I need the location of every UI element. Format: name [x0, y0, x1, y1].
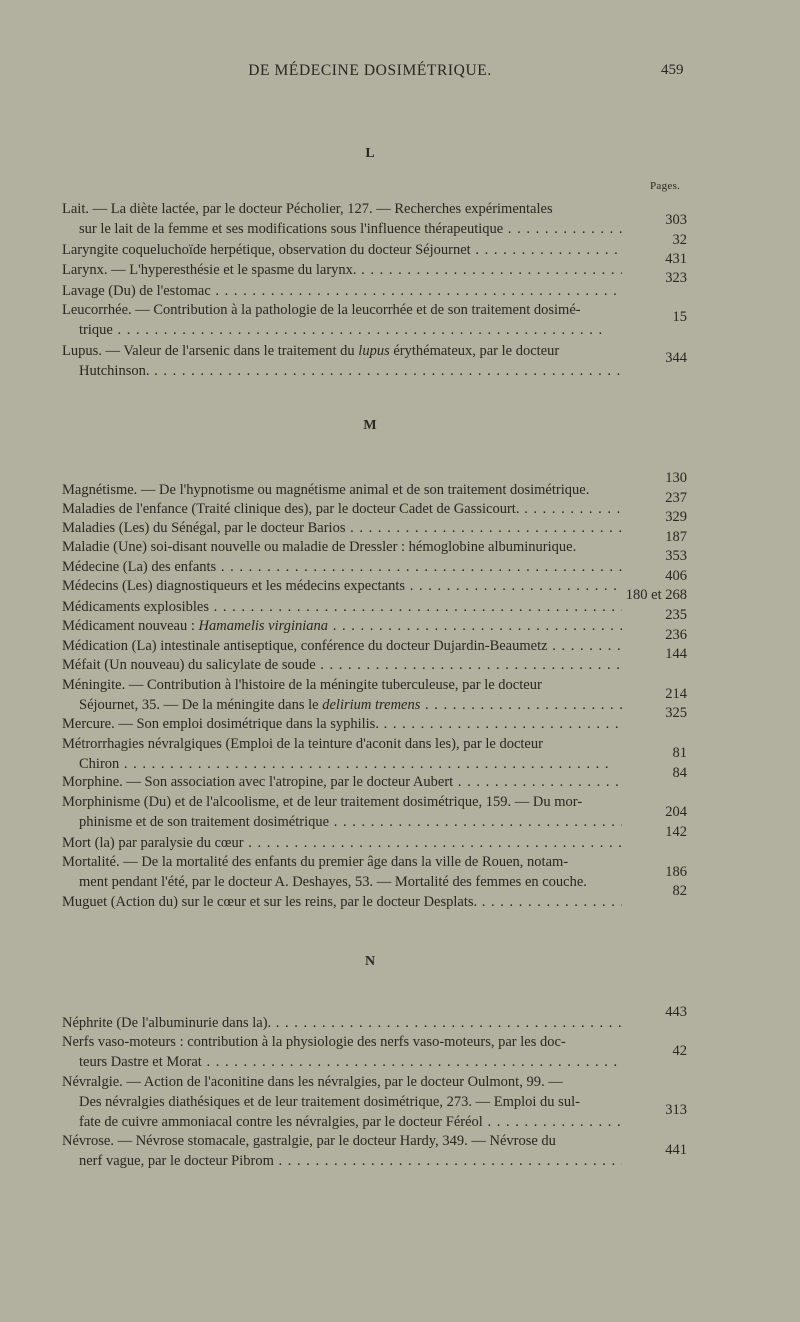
index-entry — [62, 616, 622, 636]
entry-line: ment pendant l'été, par le docteur A. Deshayes, 53. — Mortalité des femmes en couche. — [79, 874, 587, 890]
index-entry — [62, 714, 622, 734]
index-entry — [62, 557, 622, 577]
entry-page: 32 — [672, 232, 687, 248]
entry-line: Médication (La) intestinale antiseptique, conférence du docteur Dujardin-Beaumetz . . . — [62, 636, 622, 656]
entry-line: Chiron . . . — [62, 754, 622, 774]
index-entry — [62, 499, 622, 519]
index-entry — [62, 300, 622, 340]
index-entry — [62, 734, 622, 774]
entry-line: Leucorrhée. — Contribution à la pathologie de la leucorrhée et de son traitement dosimé- — [62, 302, 581, 318]
entry-page: 313 — [665, 1102, 687, 1118]
index-entry — [62, 518, 622, 538]
index-entry — [62, 1013, 622, 1033]
index-entry — [62, 199, 622, 239]
entry-line: Méningite. — Contribution à l'histoire de la méningite tuberculeuse, par le docteur — [62, 677, 542, 693]
entry-line: Névrose. — Névrose stomacale, gastralgie, par le docteur Hardy, 349. — Névrose du — [62, 1133, 556, 1149]
entry-page: 186 — [665, 864, 687, 880]
entry-page: 214 — [665, 686, 687, 702]
entry-line: Médecins (Les) diagnostiqueurs et les médecins expectants . . . — [62, 576, 622, 596]
entry-line: Laryngite coqueluchoïde herpétique, observation du docteur Séjournet . . . — [62, 240, 622, 260]
entry-page: 237 — [665, 490, 687, 506]
index-entry — [62, 281, 622, 301]
entry-line: sur le lait de la femme et ses modifications sous l'influence thérapeutique . . . — [62, 219, 622, 239]
entry-line: nerf vague, par le docteur Pibrom . . . — [62, 1151, 622, 1171]
entry-line: Médicaments explosibles . . . — [62, 597, 622, 617]
index-entry — [62, 852, 622, 892]
page-number: 459 — [661, 62, 684, 78]
entry-line: fate de cuivre ammoniacal contre les névralgies, par le docteur Féréol . . . — [62, 1112, 622, 1132]
entry-line: Maladies (Les) du Sénégal, par le docteur Barios . . . — [62, 518, 622, 538]
entry-page: 323 — [665, 270, 687, 286]
entry-line: phinisme et de son traitement dosimétrique . . . — [62, 812, 622, 832]
entry-line: Méfait (Un nouveau) du salicylate de soude . . . — [62, 655, 622, 675]
entry-line: Médecine (La) des enfants . . . — [62, 557, 622, 577]
entry-line: Métrorrhagies névralgiques (Emploi de la teinture d'aconit dans les), par le docteur — [62, 736, 543, 752]
entry-line: Séjournet, 35. — De la méningite dans le delirium tremens . . . — [62, 695, 622, 715]
entry-line: Névralgie. — Action de l'aconitine dans les névralgies, par le docteur Oulmont, 99. — — [62, 1074, 563, 1090]
header-title: DE MÉDECINE DOSIMÉTRIQUE. — [248, 62, 492, 79]
entry-page: 431 — [665, 251, 687, 267]
entry-page: 180 et 268 — [625, 587, 687, 603]
entry-line: Nerfs vaso-moteurs : contribution à la physiologie des nerfs vaso-moteurs, par les doc- — [62, 1034, 566, 1050]
index-entry — [62, 1131, 622, 1171]
section-letter-m: M — [363, 418, 377, 433]
index-entry — [62, 341, 622, 381]
entry-page: 187 — [665, 529, 687, 545]
index-entry — [62, 1072, 622, 1132]
index-entry — [62, 772, 622, 792]
entry-line: Néphrite (De l'albuminurie dans la). . . . — [62, 1013, 622, 1033]
entry-page: 329 — [665, 509, 687, 525]
section-letter-n: N — [364, 954, 376, 969]
entry-page: 42 — [672, 1043, 687, 1059]
entry-page: 236 — [665, 627, 687, 643]
entry-line: Magnétisme. — De l'hypnotisme ou magnétisme animal et de son traitement dosimétrique. — [62, 482, 590, 498]
entry-line: Lupus. — Valeur de l'arsenic dans le traitement du lupus érythémateux, par le docteur — [62, 343, 560, 359]
index-entry — [62, 833, 622, 853]
entry-line: Maladies de l'enfance (Traité clinique des), par le docteur Cadet de Gassicourt. . . . — [62, 499, 622, 519]
entry-page: 325 — [665, 705, 687, 721]
entry-line: trique . . . — [62, 320, 622, 340]
index-entry — [62, 576, 622, 596]
entry-line: Des névralgies diathésiques et de leur traitement dosimétrique, 273. — Emploi du sul- — [79, 1094, 580, 1110]
entry-page: 303 — [665, 212, 687, 228]
entry-line: Morphinisme (Du) et de l'alcoolisme, et de leur traitement dosimétrique, 159. — Du mor- — [62, 794, 583, 810]
entry-page: 144 — [665, 646, 687, 662]
index-entry — [62, 655, 622, 675]
index-entry — [62, 260, 622, 280]
index-entry — [62, 1032, 622, 1072]
entry-line: Mort (la) par paralysie du cœur . . . — [62, 833, 622, 853]
entry-line: Morphine. — Son association avec l'atropine, par le docteur Aubert . . . — [62, 772, 622, 792]
entry-page: 353 — [665, 548, 687, 564]
index-entry — [62, 892, 622, 912]
index-entry — [62, 675, 622, 715]
entry-line: Médicament nouveau : Hamamelis virginiana . . . — [62, 616, 622, 636]
entry-line: Lavage (Du) de l'estomac . . . — [62, 281, 622, 301]
entry-line: Lait. — La diète lactée, par le docteur Pécholier, 127. — Recherches expérimentales — [62, 201, 553, 217]
index-entry — [62, 597, 622, 617]
entry-line: Larynx. — L'hyperesthésie et le spasme du larynx. . . . — [62, 260, 622, 280]
entry-page: 344 — [665, 350, 687, 366]
entry-page: 204 — [665, 804, 687, 820]
index-entry — [62, 537, 622, 557]
index-entry — [62, 636, 622, 656]
entry-page: 406 — [665, 568, 687, 584]
entry-page: 235 — [665, 607, 687, 623]
index-entry — [62, 792, 622, 832]
pages-column-label: Pages. — [650, 180, 681, 192]
entry-page: 441 — [665, 1142, 687, 1158]
entry-line: teurs Dastre et Morat . . . — [62, 1052, 622, 1072]
entry-page: 15 — [672, 309, 687, 325]
index-entry — [62, 480, 622, 500]
entry-line: Maladie (Une) soi-disant nouvelle ou maladie de Dressler : hémoglobine albuminurique. — [62, 539, 577, 555]
entry-page: 81 — [672, 745, 687, 761]
entry-line: Hutchinson. . . . — [62, 361, 622, 381]
entry-line: Mercure. — Son emploi dosimétrique dans la syphilis. . . . — [62, 714, 622, 734]
entry-line: Muguet (Action du) sur le cœur et sur les reins, par le docteur Desplats. . . . — [62, 892, 622, 912]
entry-page: 142 — [665, 824, 687, 840]
section-letter-l: L — [365, 146, 375, 161]
entry-page: 443 — [665, 1004, 687, 1020]
entry-line: Mortalité. — De la mortalité des enfants du premier âge dans la ville de Rouen, notam- — [62, 854, 569, 870]
entry-page: 82 — [672, 883, 687, 899]
index-entry — [62, 240, 622, 260]
entry-page: 130 — [665, 470, 687, 486]
entry-page: 84 — [672, 765, 687, 781]
